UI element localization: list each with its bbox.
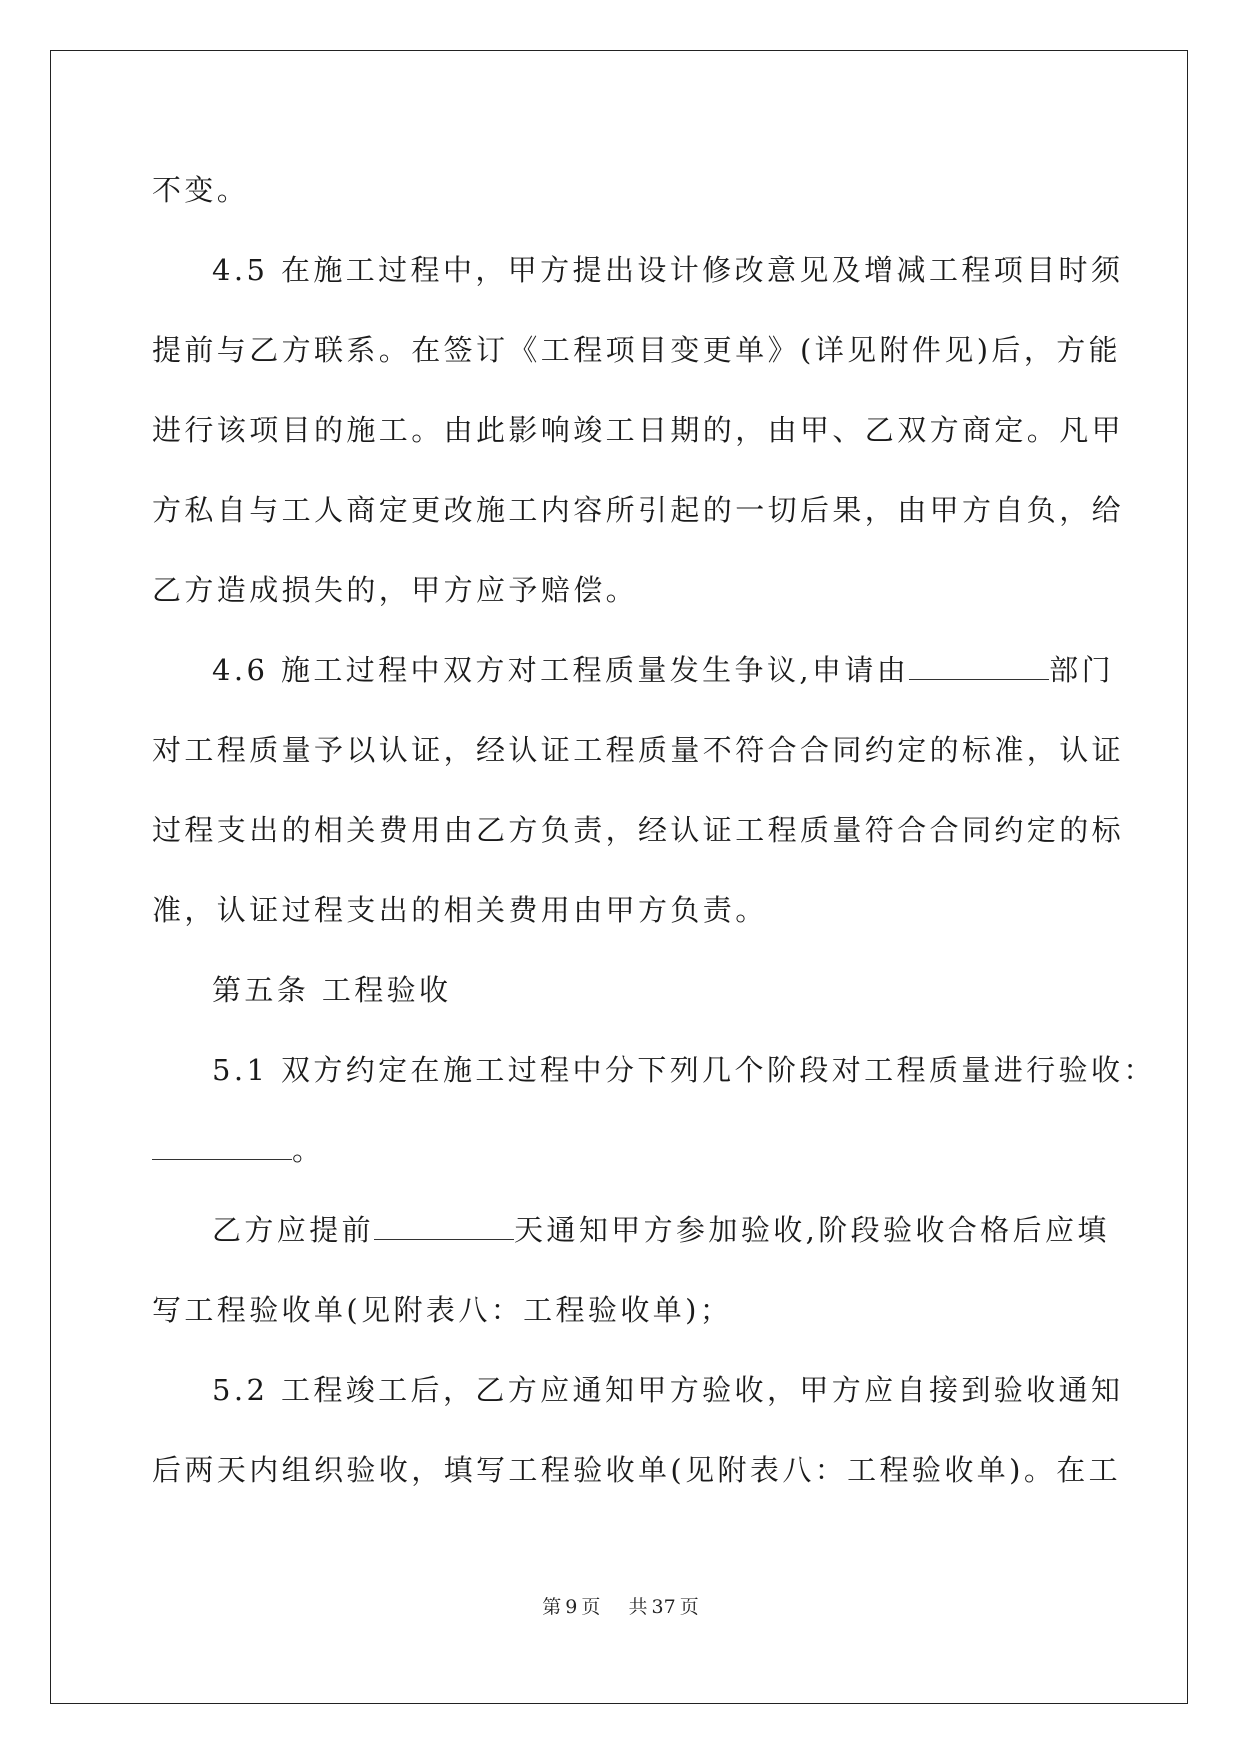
page-number: 9 [565,1596,578,1618]
line-text-before: 4.6 施工过程中双方对工程质量发生争议,申请由 [212,653,910,687]
paragraph-line-with-blank [212,1210,1152,1250]
fill-in-blank[interactable] [152,1137,292,1160]
paragraph-line: 5.1 双方约定在施工过程中分下列几个阶段对工程质量进行验收： [212,1053,1156,1087]
paragraph-line: 过程支出的相关费用由乙方负责，经认证工程质量符合合同约定的标 [152,813,1125,847]
paragraph-line: 准，认证过程支出的相关费用由甲方负责。 [152,893,768,927]
section-heading: 第五条 工程验收 [212,973,452,1007]
paragraph-line-with-blank [152,1130,1092,1170]
fill-in-blank[interactable] [374,1217,514,1240]
fill-in-blank[interactable] [909,657,1049,680]
page-suffix: 页 [581,1596,601,1618]
paragraph-line: 提前与乙方联系。在签订《工程项目变更单》(详见附件见)后，方能 [152,333,1122,367]
paragraph-line: 对工程质量予以认证，经认证工程质量不符合合同约定的标准，认证 [152,733,1125,767]
paragraph-line: 不变。 [152,173,250,207]
total-prefix: 共 [628,1596,648,1618]
total-pages: 37 [651,1596,676,1618]
total-suffix: 页 [679,1596,699,1618]
paragraph-line: 4.5 在施工过程中，甲方提出设计修改意见及增减工程项目时须 [212,253,1124,287]
page-prefix: 第 [542,1596,562,1618]
paragraph-line: 进行该项目的施工。由此影响竣工日期的，由甲、乙双方商定。凡甲 [152,413,1125,447]
paragraph-line-with-blank [212,650,1152,690]
line-text-after: 部门 [1049,653,1114,687]
paragraph-line: 后两天内组织验收，填写工程验收单(见附表八：工程验收单)。在工 [152,1453,1122,1487]
line-text-after: 。 [292,1133,325,1167]
paragraph-line: 方私自与工人商定更改施工内容所引起的一切后果，由甲方自负，给 [152,493,1125,527]
paragraph-line: 写工程验收单(见附表八：工程验收单)； [152,1293,733,1327]
line-text-before: 乙方应提前 [212,1213,375,1247]
line-text-after: 天通知甲方参加验收,阶段验收合格后应填 [514,1213,1110,1247]
page-footer [0,1594,1241,1620]
paragraph-line: 5.2 工程竣工后，乙方应通知甲方验收，甲方应自接到验收通知 [212,1373,1124,1407]
paragraph-line: 乙方造成损失的，甲方应予赔偿。 [152,573,639,607]
